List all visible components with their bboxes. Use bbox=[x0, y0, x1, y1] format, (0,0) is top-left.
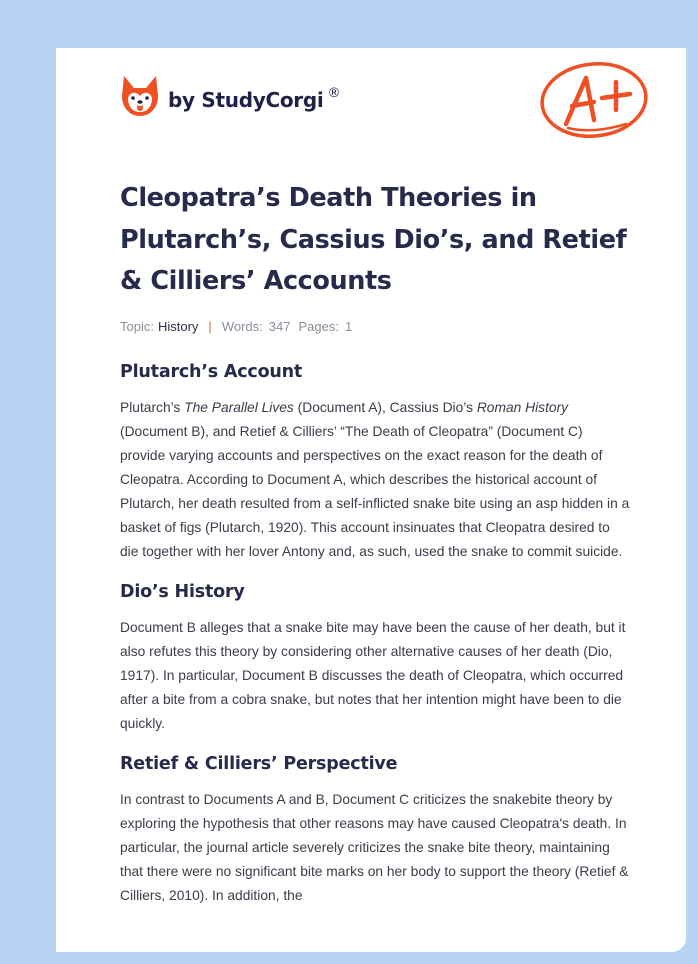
article-content bbox=[120, 178, 630, 908]
a-plus-grade-icon bbox=[538, 58, 650, 147]
brand-name bbox=[168, 88, 340, 112]
registered-mark: ® bbox=[327, 86, 341, 101]
studycorgi-logo[interactable] bbox=[120, 74, 340, 118]
section-heading-dio: Dio’s History bbox=[120, 581, 245, 602]
brand-text: by StudyCorgi bbox=[168, 88, 324, 112]
section-paragraph-retief-cilliers: In contrast to Documents A and B, Document C criticizes the snakebite theory by exploring the hypothesis that other reasons may have caused Cleopatra's death. In particular, the journal article severely criticizes the snake bite theory, maintaining that there were no significant bite marks on her body to support the theory (Retief & Cilliers, 2010). In addition, the bbox=[120, 791, 629, 903]
article-meta bbox=[120, 319, 630, 334]
book-title-parallel-lives: The Parallel Lives bbox=[184, 399, 294, 415]
pages-label: Pages: bbox=[298, 318, 339, 334]
meta-separator: | bbox=[208, 318, 212, 334]
section-paragraph-plutarch bbox=[120, 396, 630, 564]
topic-label: Topic: bbox=[120, 318, 154, 334]
corgi-logo-icon bbox=[120, 74, 160, 118]
book-title-roman-history: Roman History bbox=[476, 399, 569, 415]
document-card bbox=[56, 48, 686, 952]
section-heading-retief-cilliers: Retief & Cilliers’ Perspective bbox=[120, 753, 398, 774]
section-heading-plutarch: Plutarch’s Account bbox=[120, 361, 303, 382]
header bbox=[56, 48, 686, 168]
words-count: 347 bbox=[268, 318, 291, 334]
section-paragraph-dio: Document B alleges that a snake bite may have been the cause of her death, but it also refutes this theory by considering other alternative causes of her death (Dio, 1917). In particular, Document B discusses the death of Cleopatra, which occurred after a bite from a cobra snake, but notes that her intention might have been to die quickly. bbox=[120, 619, 626, 731]
topic-link[interactable]: History bbox=[157, 318, 199, 334]
page-title: Cleopatra’s Death Theories in Plutarch’s, Cassius Dio’s, and Retief & Cilliers’ Accounts bbox=[120, 183, 627, 296]
pages-count: 1 bbox=[344, 318, 353, 334]
paragraph-text: Plutarch’s bbox=[120, 399, 185, 415]
paragraph-text: (Document A), Cassius Dio’s bbox=[293, 399, 477, 415]
words-label: Words: bbox=[221, 318, 263, 334]
paragraph-text: (Document B), and Retief & Cilliers’ “The Death of Cleopatra” (Document C) provide varying accounts and perspectives on the exact reason for the death of Cleopatra. According to Document A, which describes the historical account of Plutarch, her death resulted from a self-inflicted snake bite using an asp hidden in a basket of figs (Plutarch, 1920). This account insinuates that Cleopatra desired to die together with her lover Antony and, as such, used the snake to commit suicide. bbox=[120, 423, 630, 559]
